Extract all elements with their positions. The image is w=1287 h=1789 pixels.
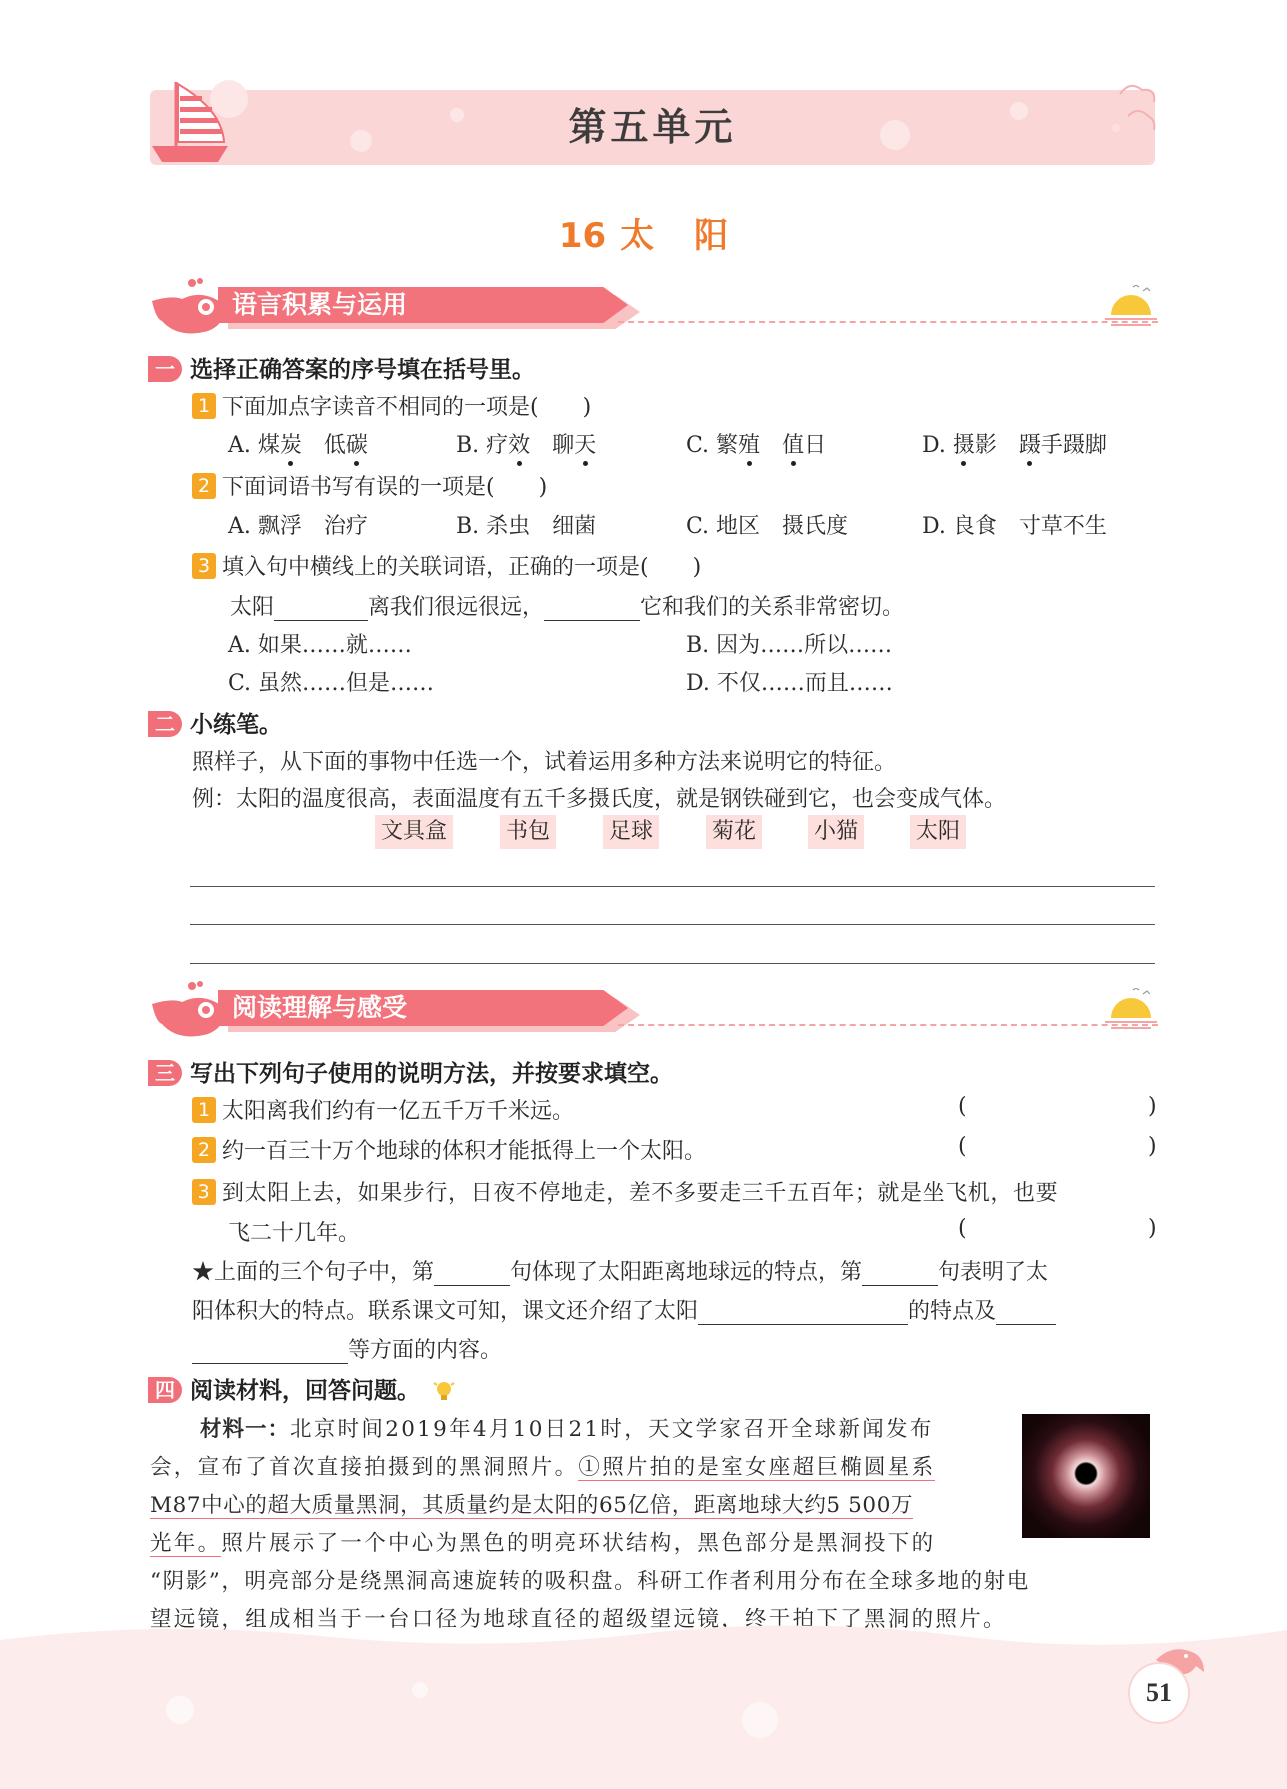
sunrise-icon <box>1103 988 1159 1034</box>
answer-paren-open: ( <box>958 1134 967 1159</box>
q3-item-2: 2 约一百三十万个地球的体积才能抵得上一个太阳。 <box>192 1134 706 1165</box>
q1-item-1-option-b: B. 疗效 聊天 <box>456 433 597 458</box>
choice-chip: 文具盒 <box>375 815 453 849</box>
black-hole-photo <box>1022 1414 1150 1538</box>
q1-item-2-option-c: C. 地区 摄氏度 <box>686 514 849 539</box>
fill-blank[interactable] <box>274 599 368 621</box>
answer-paren-open: ( <box>958 1216 967 1241</box>
q3-summary-line-1: ★上面的三个句子中，第 句体现了太阳距离地球远的特点，第 句表明了太 <box>192 1260 1049 1285</box>
question-2-heading <box>148 706 282 739</box>
item-number-badge: 1 <box>192 1097 216 1123</box>
item-number-badge: 3 <box>192 1179 216 1205</box>
cloud-icon <box>1110 74 1160 144</box>
question-badge: 四 <box>148 1377 182 1403</box>
q1-item-1-option-a: A. 煤炭 低碳 <box>228 433 368 458</box>
unit-title: 第五单元 <box>568 105 737 149</box>
question-badge: 二 <box>148 711 182 737</box>
unit-banner <box>150 90 1155 165</box>
lesson-title-char1: 太 <box>620 216 655 256</box>
q1-item-3-option-a: A. 如果……就…… <box>228 633 412 658</box>
q1-item-2-stem: 2 下面词语书写有误的一项是( ) <box>192 470 547 501</box>
sailboat-icon <box>150 80 230 165</box>
lesson-title <box>0 208 1287 257</box>
whale-icon <box>148 277 228 335</box>
writing-line[interactable] <box>190 924 1155 925</box>
fill-blank[interactable] <box>544 599 640 621</box>
choice-chip: 小猫 <box>808 815 864 849</box>
q3-summary-line-3: 等方面的内容。 <box>192 1333 502 1364</box>
material-line-2: 会，宣布了首次直接拍摄到的黑洞照片。①照片拍的是室女座超巨椭圆星系 <box>150 1455 936 1480</box>
item-number-badge: 1 <box>192 393 216 419</box>
choice-chip: 太阳 <box>910 815 966 849</box>
q1-item-1-option-d: D. 摄影 蹑手蹑脚 <box>922 433 1107 458</box>
lightbulb-icon <box>432 1379 456 1405</box>
bottom-wave-decoration <box>0 1600 1287 1789</box>
answer-paren-close: ) <box>1148 1216 1157 1241</box>
lesson-number: 16 <box>558 216 607 256</box>
q1-item-3-option-d: D. 不仅……而且…… <box>686 671 893 696</box>
writing-line[interactable] <box>190 886 1155 887</box>
q1-item-2-option-d: D. 良食 寸草不生 <box>922 514 1107 539</box>
q1-item-1-option-c: C. 繁殖 值日 <box>686 433 827 458</box>
material-label: 材料一： <box>200 1417 291 1442</box>
answer-paren-close: ) <box>1148 1134 1157 1159</box>
q3-item-1: 1 太阳离我们约有一亿五千万千米远。 <box>192 1094 574 1125</box>
q1-item-2-option-a: A. 飘浮 治疗 <box>228 514 368 539</box>
q1-item-3-sentence: 太阳 离我们很远很远， 它和我们的关系非常密切。 <box>230 595 905 620</box>
q3-summary-line-2: 阳体积大的特点。联系课文可知，课文还介绍了太阳 的特点及 <box>192 1294 1056 1325</box>
answer-paren-close: ) <box>1148 1094 1157 1119</box>
item-number-badge: 2 <box>192 473 216 499</box>
choice-chip: 菊花 <box>706 815 762 849</box>
section-header-reading <box>148 980 1158 1038</box>
q2-instruction: 照样子，从下面的事物中任选一个，试着运用多种方法来说明它的特征。 <box>192 750 897 775</box>
question-badge: 一 <box>148 356 182 382</box>
whale-icon <box>148 980 228 1038</box>
question-3-heading <box>148 1055 673 1088</box>
answer-paren-open: ( <box>958 1094 967 1119</box>
question-1-heading <box>148 351 535 384</box>
q1-item-3-option-c: C. 虽然……但是…… <box>228 671 435 696</box>
material-line-1: 材料一：北京时间2019年4月10日21时，天文学家召开全球新闻发布 <box>200 1417 934 1442</box>
section-title-reading: 阅读理解与感受 <box>232 993 408 1022</box>
fill-blank[interactable] <box>698 1303 908 1325</box>
choice-chip: 足球 <box>603 815 659 849</box>
question-4-heading <box>148 1372 456 1405</box>
material-line-4: 光年。照片展示了一个中心为黑色的明亮环状结构，黑色部分是黑洞投下的 <box>150 1531 936 1556</box>
q1-item-2-option-b: B. 杀虫 细菌 <box>456 514 597 539</box>
section-header-accumulation <box>148 277 1158 335</box>
lesson-title-char2: 阳 <box>694 216 729 256</box>
section-title-accumulation: 语言积累与运用 <box>232 290 408 319</box>
q3-item-3-cont: 飞二十几年。 <box>228 1221 361 1246</box>
question-2-title: 小练笔。 <box>190 712 282 738</box>
q2-example: 例：太阳的温度很高，表面温度有五千多摄氏度，就是钢铁碰到它，也会变成气体。 <box>192 787 1007 812</box>
material-line-6: 望远镜，组成相当于一台口径为地球直径的超级望远镜，终于拍下了黑洞的照片。 <box>150 1607 1007 1632</box>
question-badge: 三 <box>148 1060 182 1086</box>
question-1-title: 选择正确答案的序号填在括号里。 <box>190 357 535 383</box>
writing-line[interactable] <box>190 963 1155 964</box>
question-3-title: 写出下列句子使用的说明方法，并按要求填空。 <box>190 1061 673 1087</box>
fill-blank[interactable] <box>996 1303 1056 1325</box>
item-number-badge: 2 <box>192 1137 216 1163</box>
item-number-badge: 3 <box>192 553 216 579</box>
page-number: 51 <box>1128 1662 1190 1724</box>
choice-chip: 书包 <box>500 815 556 849</box>
q1-item-3-stem: 3 填入句中横线上的关联词语，正确的一项是( ) <box>192 550 701 581</box>
question-4-title: 阅读材料，回答问题。 <box>190 1378 420 1404</box>
sunrise-icon <box>1103 285 1159 331</box>
fill-blank[interactable] <box>192 1342 348 1364</box>
q1-item-3-option-b: B. 因为……所以…… <box>686 633 893 658</box>
material-line-5: “阴影”，明亮部分是绕黑洞高速旋转的吸积盘。科研工作者利用分布在全球多地的射电 <box>150 1569 1030 1594</box>
q1-item-1-stem: 1 下面加点字读音不相同的一项是( ) <box>192 390 591 421</box>
material-line-3: M87中心的超大质量黑洞，其质量约是太阳的65亿倍，距离地球大约5 500万 <box>150 1493 914 1518</box>
fill-blank[interactable] <box>862 1264 938 1286</box>
q3-item-3: 3 到太阳上去，如果步行，日夜不停地走，差不多要走三千五百年；就是坐飞机，也要 <box>192 1176 1058 1207</box>
fill-blank[interactable] <box>434 1264 510 1286</box>
